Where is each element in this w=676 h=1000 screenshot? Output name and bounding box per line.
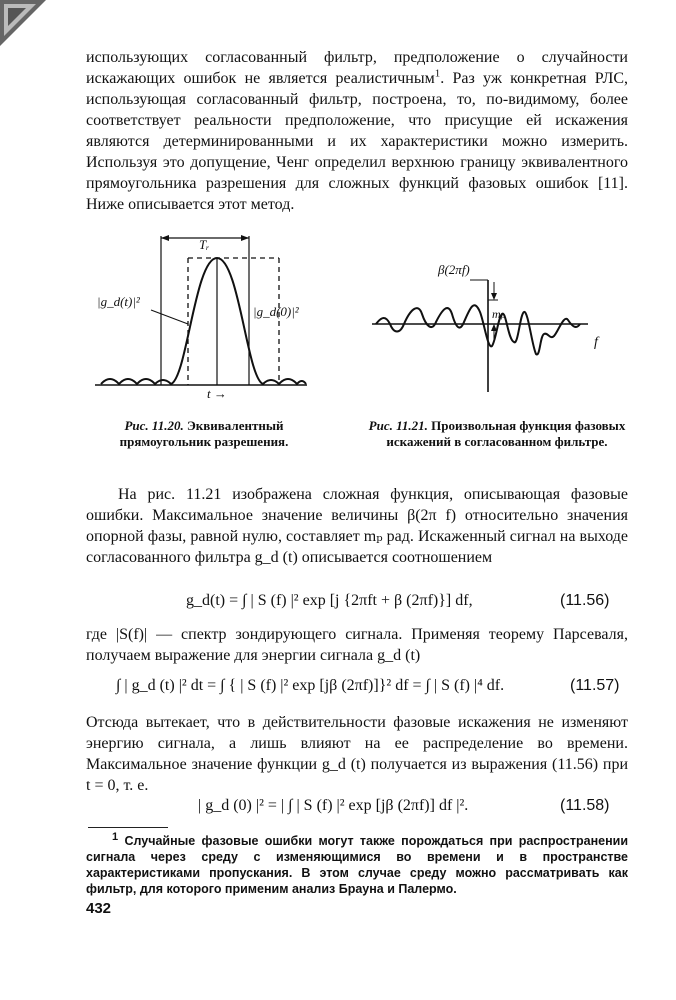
- footnote-reference: 1: [434, 67, 441, 80]
- fig20-label-gd0: |g_d(0)|²: [253, 304, 299, 319]
- paragraph-phase-function: На рис. 11.21 изображена сложная функция, описывающая фазовые ошибки. Максимальное значение величины β(2π f) относительно значения опорной фазы, равной нулю, составляет mₚ рад. Искаженный сигнал на выходе согласованного фильтра g_d (t) описывается соотношением: [86, 486, 628, 566]
- fig21-label-beta: β(2πf): [438, 262, 470, 277]
- equation-11-56: g_d(t) = ∫ | S (f) |² exp [j {2πft + β (2πf)}] df,: [186, 592, 473, 609]
- equation-11-58: | g_d (0) |² = | ∫ | S (f) |² exp [jβ (2πf)] df |².: [198, 797, 469, 814]
- fig21-label-mp: mₚ: [492, 307, 506, 321]
- footnote: 1 Случайные фазовые ошибки могут также порождаться при распространении сигнала через среду с изменяющимися во времени и в пространстве характеристиками пропускания. В этом случае среду можно рассматривать как фильтр, для которого применим анализ Брауна и Палермо.: [86, 830, 629, 896]
- equation-number-11-56: (11.56): [560, 592, 610, 609]
- equation-number-11-57: (11.57): [570, 677, 620, 694]
- paragraph-parseval: где |S(f)| — спектр зондирующего сигнала. Применяя теорему Парсеваля, получаем выражение для энергии сигнала g_d (t): [86, 626, 628, 664]
- caption-fig-11-20: Рис. 11.20. Эквивалентный прямоугольник разрешения.: [119, 418, 289, 449]
- equation-number-11-58: (11.58): [560, 797, 610, 814]
- caption-fig-11-21: Рис. 11.21. Произвольная функция фазовых искажений в согласованном фильтре.: [368, 418, 626, 449]
- page-number: 432: [86, 900, 112, 917]
- corner-ornament-icon: [0, 0, 48, 48]
- fig20-label-gdt: |g_d(t)|²: [97, 294, 140, 309]
- fig20-label-tr: Tᵣ: [199, 237, 210, 252]
- footnote-separator: [88, 827, 168, 828]
- fig20-label-t: t →: [207, 386, 227, 400]
- fig20-leader: [151, 310, 188, 324]
- equation-11-57: ∫ | g_d (t) |² dt = ∫ { | S (f) |² exp [jβ (2πf)]}² df = ∫ | S (f) |⁴ df.: [116, 677, 505, 694]
- paragraph-intro: использующих согласованный фильтр, предположение о случайности искажающих ошибок не является реалистичным$^1$. Раз уж конкретная РЛС, использующая согласованный фильтр, построена, то, по-видимому, более соответствует реальности предположение, что присущие ей искажения являются детерминированными и их характеристики можно измерить. Используя это допущение, Ченг определил верхнюю границу эквивалентного прямоугольника разрешения для сложных функций фазовых ошибок [11]. Ниже описывается этот метод.: [86, 49, 628, 213]
- fig21-phase-curve: [376, 305, 580, 354]
- figure-11-21: [372, 262, 612, 394]
- fig20-sinc-curve: [101, 258, 306, 384]
- fig21-label-f: f: [594, 335, 598, 350]
- paragraph-energy: Отсюда вытекает, что в действительности фазовые искажения не изменяют энергию сигнала, а лишь влияют на ее распределение во времени. Максимальное значение функции g_d (t) получается из выражения (11.56) при t = 0, т. е.: [86, 714, 628, 794]
- figure-11-20: [95, 228, 310, 400]
